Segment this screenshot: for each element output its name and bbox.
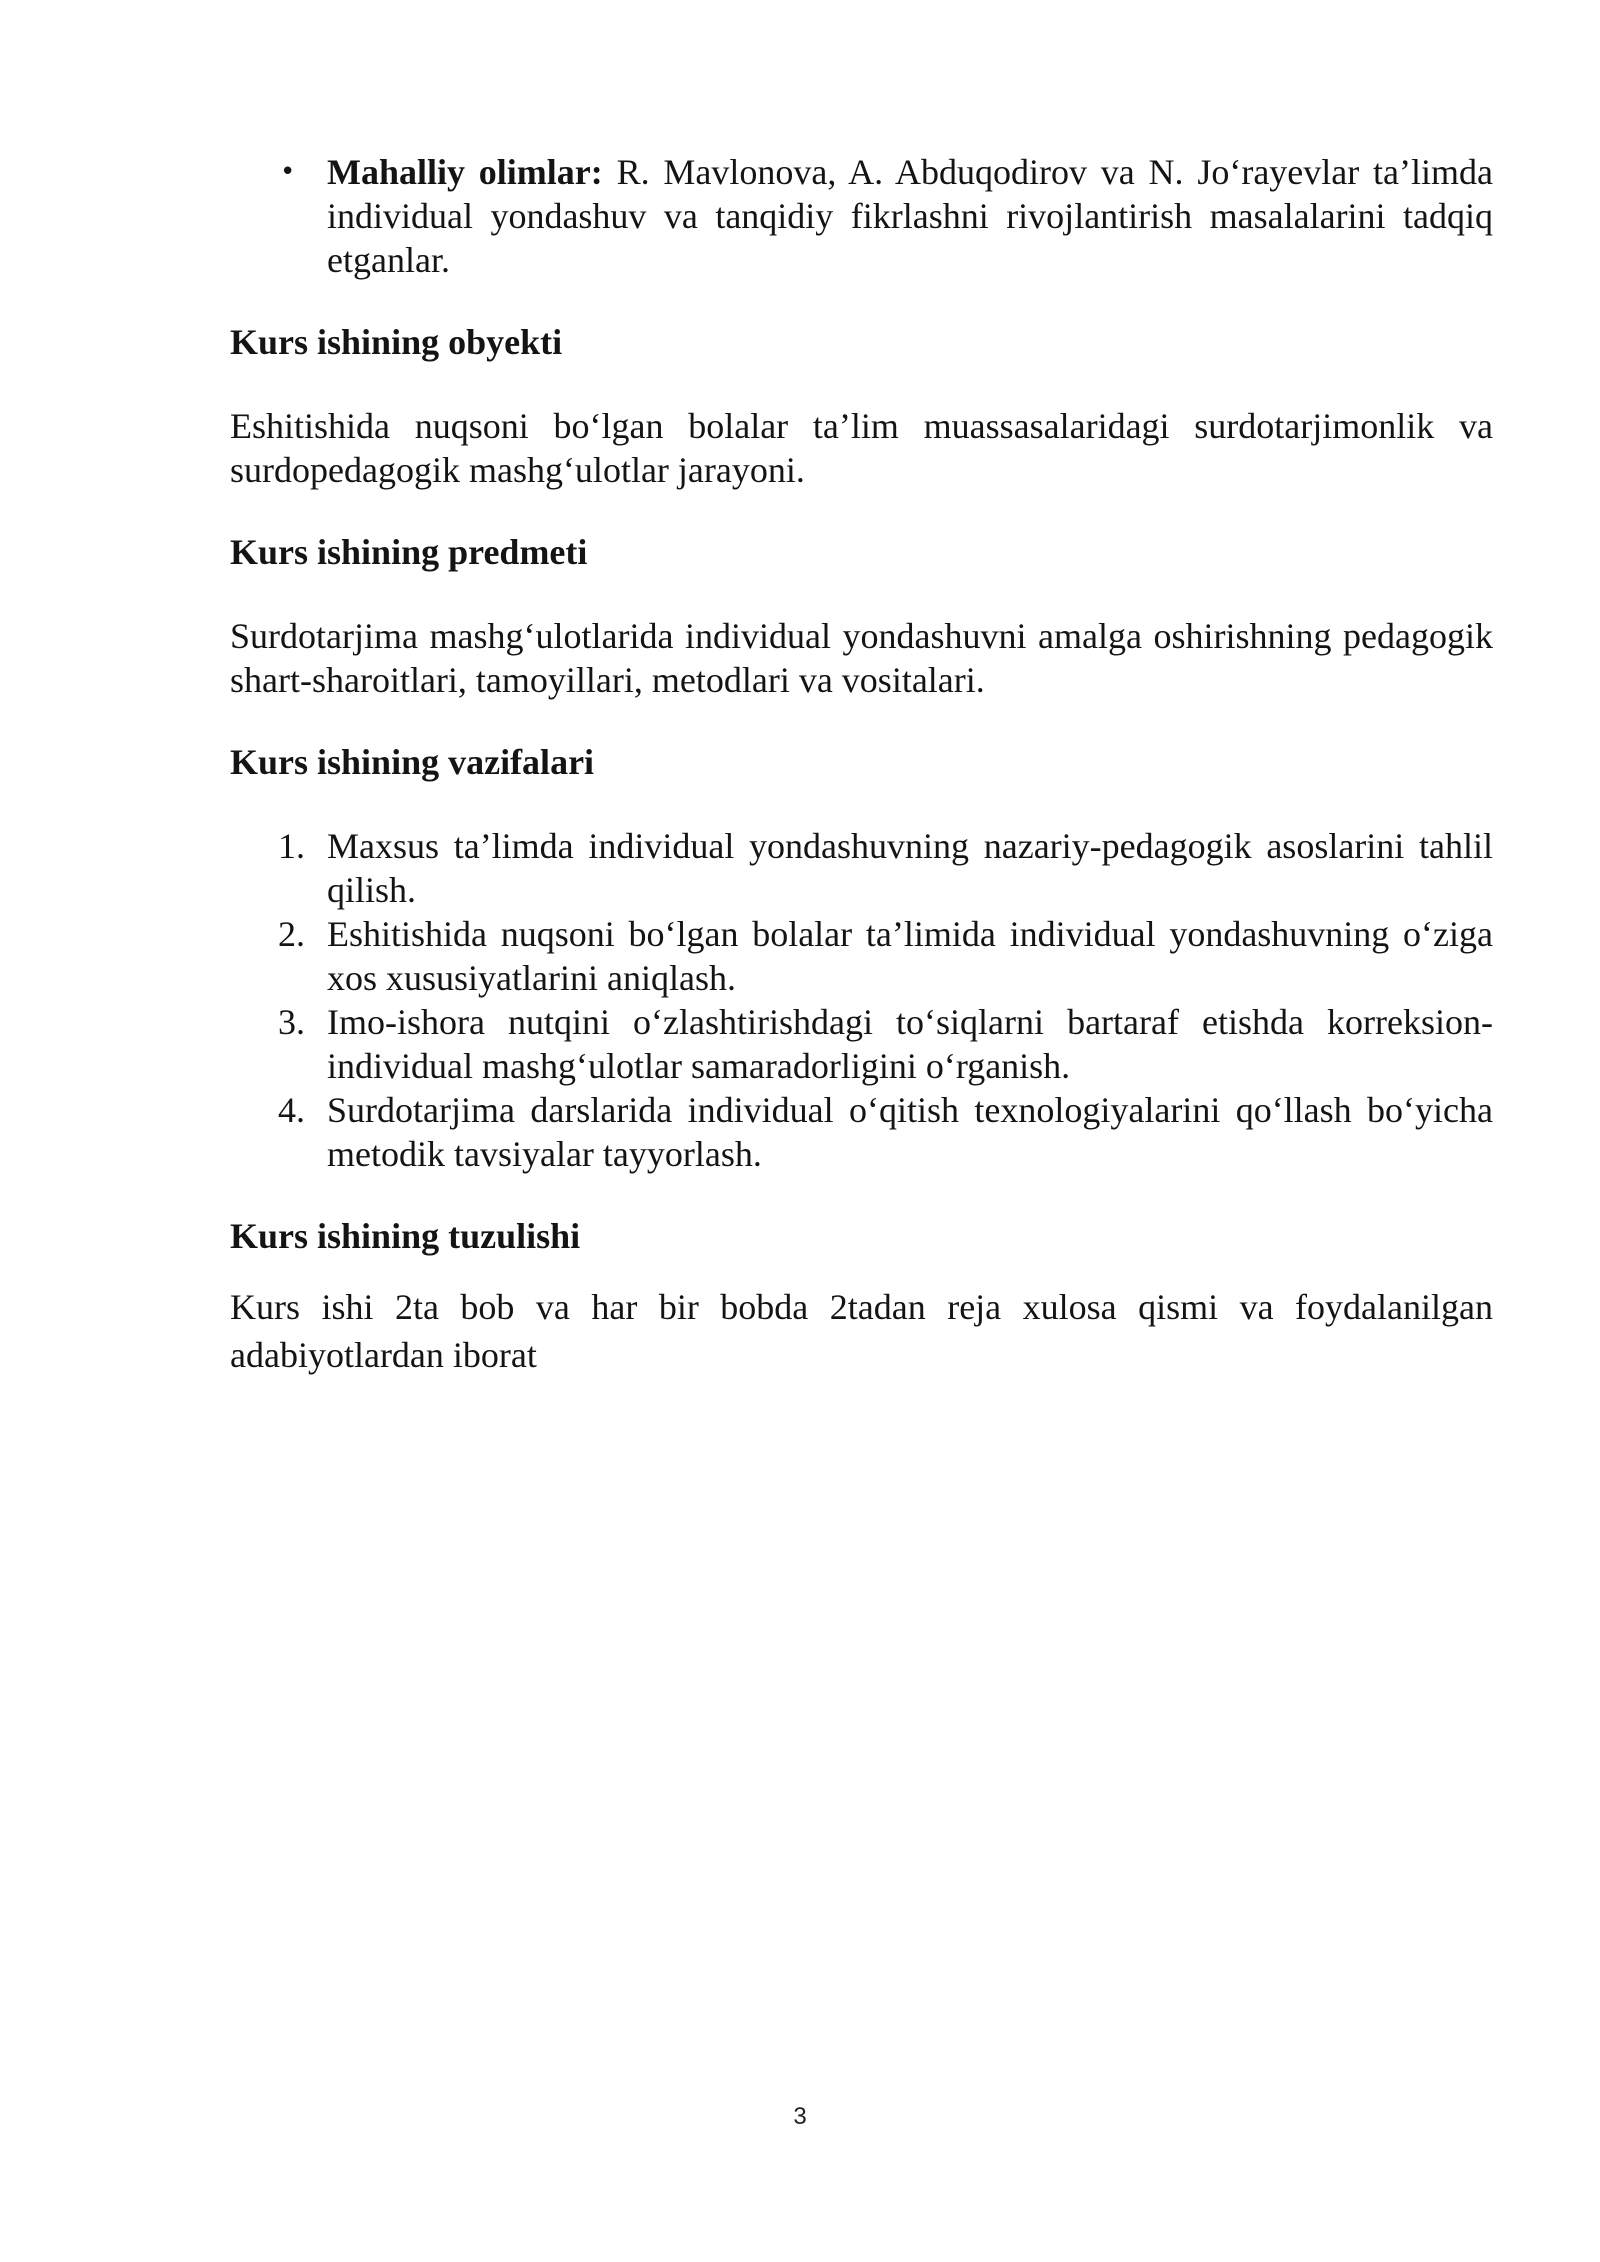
list-item-text: Maxsus ta’limda individual yondashuvning nazariy-pedagogik asoslarini tahlil qilish.: [327, 826, 1493, 910]
heading-tuzulishi: Kurs ishining tuzulishi: [230, 1216, 581, 1256]
paragraph-obyekt: Eshitishida nuqsoni bo‘lgan bolalar ta’lim muassasalaridagi surdotarjimonlik va surdopedagogik mashg‘ulotlar jarayoni.: [230, 406, 1493, 490]
list-item: [230, 912, 1493, 1000]
tasks-ordered-list: [230, 824, 1493, 1176]
page-content: [230, 150, 1493, 1379]
list-item: [230, 824, 1493, 912]
paragraph-predmet: Surdotarjima mashg‘ulotlarida individual yondashuvni amalga oshirishning pedagogik shart-sharoitlari, tamoyillari, metodlari va vositalari.: [230, 616, 1493, 700]
page-number: 3: [793, 2103, 807, 2130]
bullet-text: R. Mavlonova, A. Abduqodirov va N. Jo‘rayevlar ta’limda individual yondashuv va tanqidiy fikrlashni rivojlantirish masalalarini tadqiq etganlar.: [327, 152, 1493, 280]
list-item-number: 1.: [278, 826, 305, 866]
list-item-text: Imo-ishora nutqini o‘zlashtirishdagi to‘siqlarni bartaraf etishda korreksion-individual mashg‘ulotlar samaradorligini o‘rganish.: [327, 1002, 1493, 1086]
heading-predmet: Kurs ishining predmeti: [230, 532, 588, 572]
heading-obyekt: Kurs ishining obyekti: [230, 322, 563, 362]
bullet-icon: •: [280, 157, 296, 187]
list-item-number: 3.: [278, 1002, 305, 1042]
heading-vazifalar: Kurs ishining vazifalari: [230, 742, 595, 782]
list-item-number: 4.: [278, 1090, 305, 1130]
bullet-bold-label: Mahalliy olimlar:: [327, 152, 603, 192]
list-item-text: Surdotarjima darslarida individual o‘qitish texnologiyalarini qo‘llash bo‘yicha metodik tavsiyalar tayyorlash.: [327, 1090, 1493, 1174]
list-item: [230, 150, 1493, 282]
scholars-bullet-list: [230, 150, 1493, 282]
list-item-number: 2.: [278, 914, 305, 954]
list-item: [230, 1000, 1493, 1088]
list-item-text: Eshitishida nuqsoni bo‘lgan bolalar ta’limida individual yondashuvning o‘ziga xos xususiyatlarini aniqlash.: [327, 914, 1493, 998]
paragraph-tuzulishi: Kurs ishi 2ta bob va har bir bobda 2tadan reja xulosa qismi va foydalanilgan adabiyotlardan iborat: [230, 1287, 1493, 1375]
list-item: [230, 1088, 1493, 1176]
